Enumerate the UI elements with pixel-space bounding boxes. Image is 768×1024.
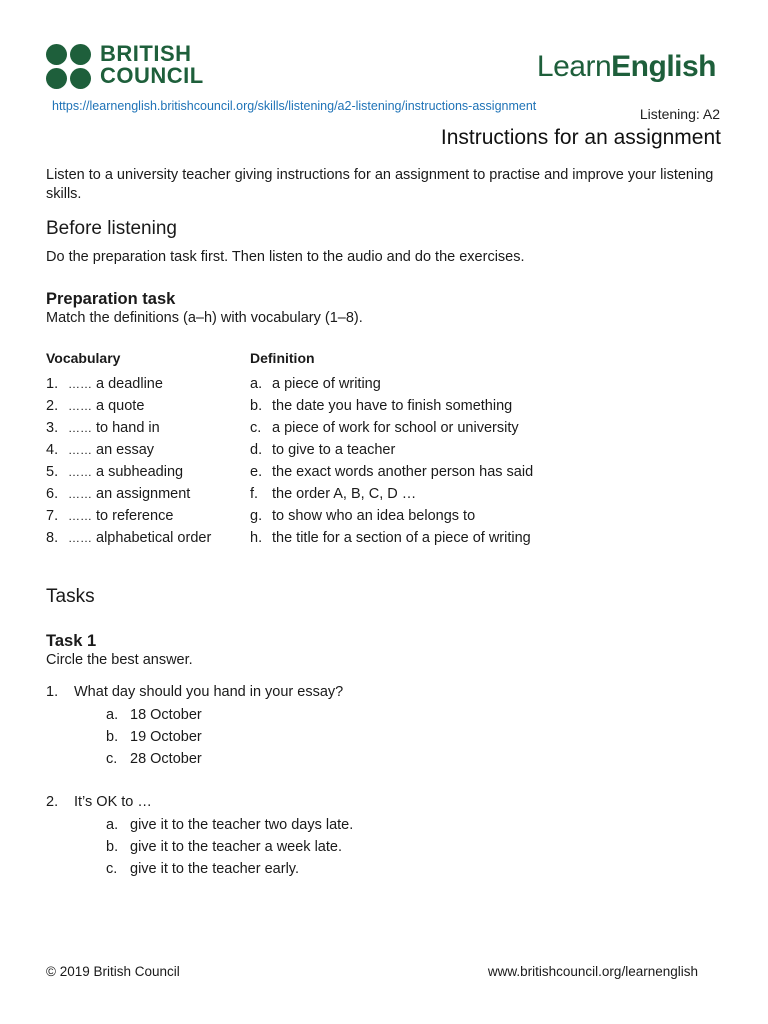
before-listening-heading: Before listening [46,218,177,239]
vocabulary-header: Vocabulary [46,350,121,366]
preparation-task-text: Match the definitions (a–h) with vocabulary (1–8). [46,310,363,326]
question-2: 2. It’s OK to … [46,794,152,810]
question-2-options [106,816,353,882]
task1-heading: Task 1 [46,632,97,650]
answer-option[interactable]: c. 28 October [106,751,202,767]
logo-text: BRITISH COUNCIL [100,41,204,88]
level-label: Listening: A2 [639,106,720,122]
tasks-heading: Tasks [46,586,95,607]
answer-option[interactable]: c. give it to the teacher early. [106,861,299,877]
definition-item: g. to show who an idea belongs to [250,508,476,524]
definition-item: b. the date you have to finish something [250,398,513,414]
british-council-logo [46,41,210,90]
vocab-item: 6. …… an assignment [46,486,191,502]
definition-item: d. to give to a teacher [250,442,396,458]
task1-instructions: Circle the best answer. [46,652,193,668]
vocab-item: 4. …… an essay [46,442,155,458]
answer-option[interactable]: a. give it to the teacher two days late. [106,817,354,833]
definition-item: e. the exact words another person has said [250,464,534,480]
question-1: 1. What day should you hand in your essay? [46,684,344,700]
vocab-item: 2. …… a quote [46,398,145,414]
answer-option[interactable]: b. 19 October [106,729,202,745]
intro-text: Listen to a university teacher giving instructions for an assignment to practise and improve your listening skills. [46,167,714,202]
footer-site-link[interactable]: www.britishcouncil.org/learnenglish [487,964,698,979]
definition-list [250,375,720,551]
answer-option[interactable]: b. give it to the teacher a week late. [106,839,342,855]
before-listening-text: Do the preparation task first. Then listen to the audio and do the exercises. [46,249,525,265]
vocab-item: 7. …… to reference [46,508,174,524]
preparation-task-heading: Preparation task [46,290,176,308]
vocabulary-list [46,375,246,551]
definition-item: c. a piece of work for school or university [250,420,519,436]
definition-header: Definition [250,350,315,366]
vocab-item: 8. …… alphabetical order [46,530,212,546]
vocab-item: 1. …… a deadline [46,376,163,392]
definition-item: h. the title for a section of a piece of writing [250,530,531,546]
definition-item: f. the order A, B, C, D … [250,486,417,502]
vocab-item: 5. …… a subheading [46,464,184,480]
page-title: Instructions for an assignment [440,126,721,149]
definition-item: a. a piece of writing [250,376,381,392]
page-url-link[interactable]: https://learnenglish.britishcouncil.org/skills/listening/a2-listening/instructions-assignment [52,99,537,113]
footer-copyright: © 2019 British Council [46,964,180,979]
answer-option[interactable]: a. 18 October [106,707,202,723]
logo-dots-icon [46,44,92,90]
learnenglish-logo: LearnEnglish [536,50,716,83]
vocab-item: 3. …… to hand in [46,420,160,436]
question-1-options [106,706,202,772]
